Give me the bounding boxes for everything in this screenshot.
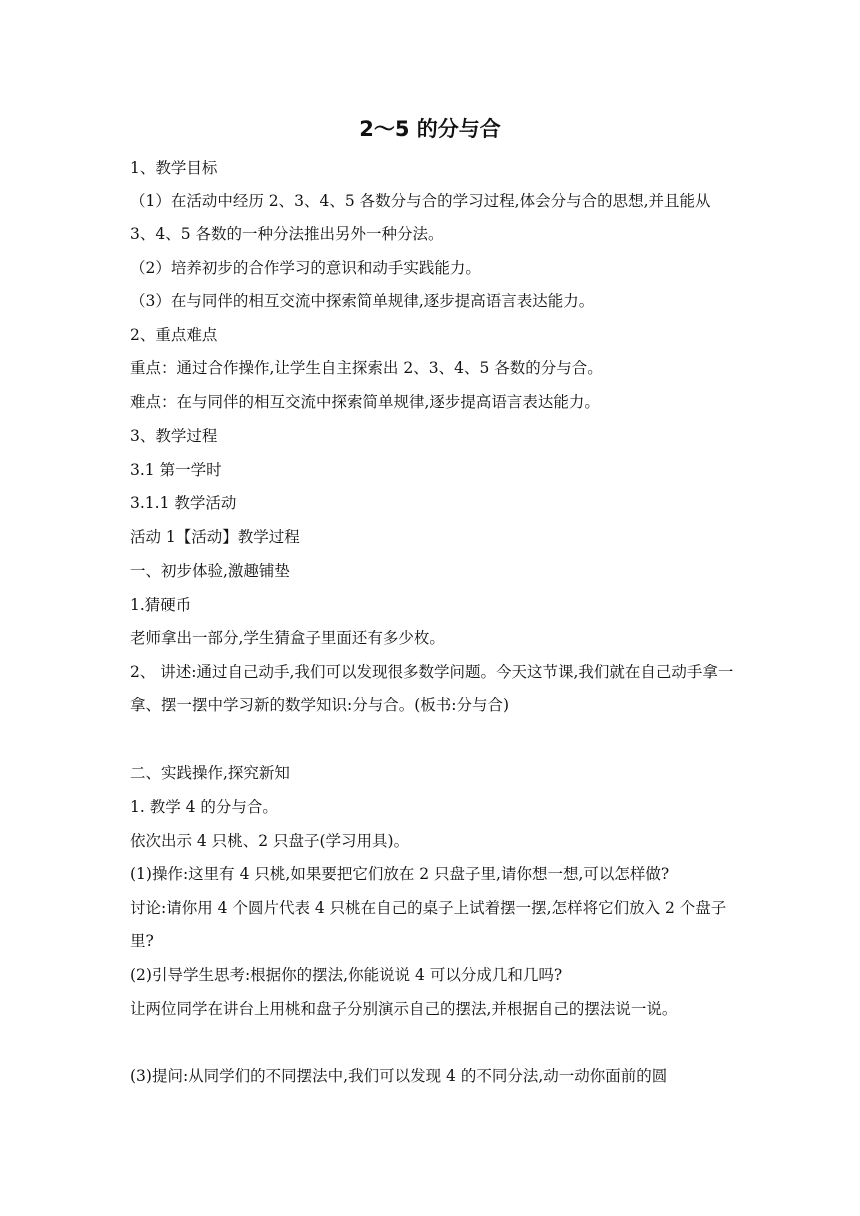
discussion-paragraph: 讨论:请你用 4 个圆片代表 4 只桃在自己的桌子上试着摆一摆,怎样将它们放入 2 个盘子里? — [130, 899, 727, 950]
heading-teaching-process: 3、教学过程 — [130, 427, 218, 445]
question-paragraph: (3)提问:从同学们的不同摆法中,我们可以发现 4 的不同分法,动一动你面前的圆 — [130, 1067, 668, 1085]
key-point-paragraph: 重点：通过合作操作,让学生自主探索出 2、3、4、5 各数的分与合。 — [130, 359, 603, 377]
narration-paragraph: 2、 讲述:通过自己动手,我们可以发现很多数学问题。今天这节课,我们就在自己动手拿一拿、摆一摆中学习新的数学知识:分与合。(板书:分与合) — [130, 663, 734, 714]
section-2-heading: 二、实践操作,探究新知 — [130, 764, 290, 782]
heading-key-points: 2、重点难点 — [130, 326, 218, 344]
difficulty-paragraph: 难点：在与同伴的相互交流中探索简单规律,逐步提高语言表达能力。 — [130, 393, 600, 411]
heading-first-lesson: 3.1 第一学时 — [130, 461, 222, 479]
goal-2-paragraph: （2）培养初步的合作学习的意识和动手实践能力。 — [130, 259, 481, 277]
goal-1-paragraph: （1）在活动中经历 2、3、4、5 各数分与合的学习过程,体会分与合的思想,并且能从 3、4、5 各数的一种分法推出另外一种分法。 — [130, 192, 711, 243]
guess-coin-paragraph: 老师拿出一部分,学生猜盒子里面还有多少枚。 — [130, 629, 445, 647]
document-title: 2～5 的分与合 — [359, 117, 501, 141]
teach-4-item: 1. 教学 4 的分与合。 — [130, 798, 278, 816]
guess-coin-item: 1.猜硬币 — [130, 596, 192, 614]
section-1-heading: 一、初步体验,激趣铺垫 — [130, 562, 290, 580]
demo-paragraph: 让两位同学在讲台上用桃和盘子分别演示自己的摆法,并根据自己的摆法说一说。 — [130, 1000, 678, 1018]
show-items-paragraph: 依次出示 4 只桃、2 只盘子(学习用具)。 — [130, 832, 410, 850]
operation-paragraph: (1)操作:这里有 4 只桃,如果要把它们放在 2 只盘子里,请你想一想,可以怎样做? — [130, 865, 670, 883]
activity-1-heading: 活动 1【活动】教学过程 — [130, 528, 300, 546]
heading-teaching-goals: 1、教学目标 — [130, 159, 218, 177]
heading-teaching-activity: 3.1.1 教学活动 — [130, 494, 237, 512]
goal-3-paragraph: （3）在与同伴的相互交流中探索简单规律,逐步提高语言表达能力。 — [130, 292, 595, 310]
guide-thinking-paragraph: (2)引导学生思考:根据你的摆法,你能说说 4 可以分成几和几吗? — [130, 966, 563, 984]
